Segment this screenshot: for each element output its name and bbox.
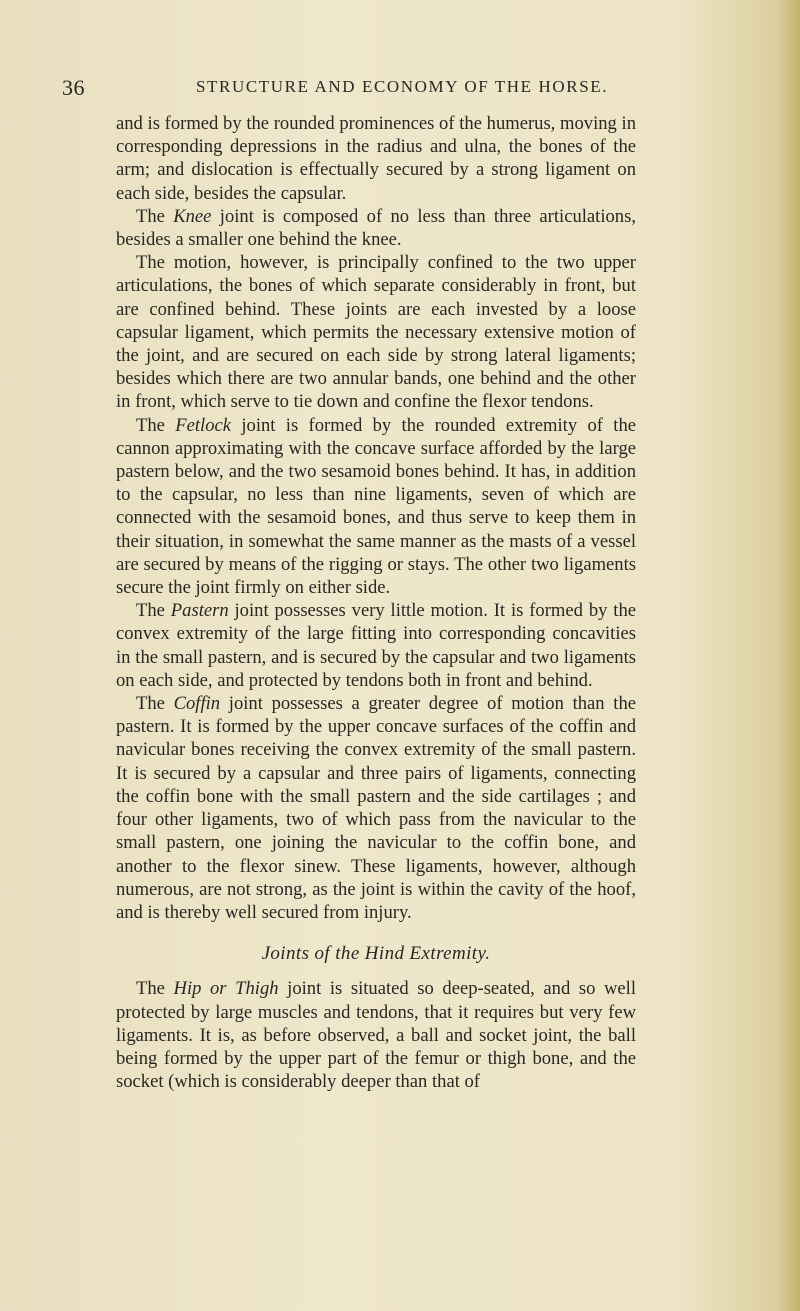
paragraph-coffin	[116, 692, 636, 924]
paragraph-text: and is formed by the rounded prominences of the humerus, moving in corresponding depressions in the radius and ulna, the bones of the arm; and dislocation is effectually secured by a strong ligament on each side, besides the capsular.	[116, 113, 636, 204]
paragraph-text: joint possesses a greater degree of motion than the pastern. It is formed by the upper concave surfaces of the coffin and navicular bones receiving the convex extremity of the small pastern. It is secured by a capsular and three pairs of ligaments, connecting the coffin bone with the small pastern and the side cartilages ; and four other ligaments, two of which pass from the navicular to the small pastern, one joining the navicular to the coffin bone, and another to the flexor sinew. These ligaments, however, although numerous, are not strong, as the joint is within the cavity of the hoof, and is thereby well secured from injury.	[116, 693, 636, 923]
paragraph-text: The	[136, 693, 174, 715]
joint-term-fetlock: Fetlock	[175, 414, 232, 436]
running-head: STRUCTURE AND ECONOMY OF THE HORSE.	[196, 77, 609, 96]
paragraph-text: The motion, however, is principally confined to the two upper articulations, the bones of which separate considerably in front, but are confined behind. These joints are each invested by a loose capsular ligament, which permits the necessary extensive motion of the joint, and are secured on each side by strong lateral ligaments; besides which there are two annular bands, one behind and the other in front, which serve to tie down and confine the flexor tendons.	[116, 252, 636, 413]
page-header	[62, 75, 682, 105]
paragraph-text: The	[136, 205, 174, 227]
section-heading: Joints of the Hind Extremity.	[261, 943, 491, 965]
paragraph-text: joint possesses very little motion. It is formed by the convex extremity of the large fitting into corresponding concavities in the small pastern, and is secured by the capsular and two ligaments on each side, and protected by tendons both in front and behind.	[116, 600, 636, 691]
paragraph-text: joint is formed by the rounded extremity of the cannon approximating with the concave surface afforded by the large pastern below, and the two sesamoid bones behind. It has, in addition to the capsular, no less than nine ligaments, seven of which are connected with the sesamoid bones, and thus serve to keep them in their situation, in somewhat the same manner as the masts of a vessel are secured by means of the rigging or stays. The other two ligaments secure the joint firmly on either side.	[116, 414, 637, 599]
paragraph-text: joint is composed of no less than three articulations, besides a smaller one behind the knee.	[116, 205, 636, 251]
paragraph-knee-motion	[116, 251, 636, 413]
paragraph-text: The	[136, 978, 174, 1000]
joint-term-knee: Knee	[173, 205, 212, 227]
paragraph-text: The	[136, 414, 176, 436]
body-text	[116, 112, 636, 1093]
paragraph-humerus-continuation	[116, 112, 636, 205]
paragraph-fetlock	[116, 414, 636, 600]
paragraph-hip	[116, 977, 636, 1093]
joint-term-coffin: Coffin	[173, 693, 221, 715]
page-number: 36	[62, 75, 85, 100]
paragraph-knee	[116, 205, 636, 251]
paragraph-text: The	[136, 600, 171, 622]
paragraph-text: joint is situated so deep-seated, and so well protected by large muscles and tendons, that it requires but very few ligaments. It is, as before observed, a ball and socket joint, the ball being formed by the upper part of the femur or thigh bone, and the socket (which is considerably deeper than that of	[116, 978, 636, 1093]
joint-term-hip: Hip or Thigh	[173, 978, 279, 1000]
paragraph-pastern	[116, 599, 636, 692]
joint-term-pastern: Pastern	[170, 600, 229, 622]
